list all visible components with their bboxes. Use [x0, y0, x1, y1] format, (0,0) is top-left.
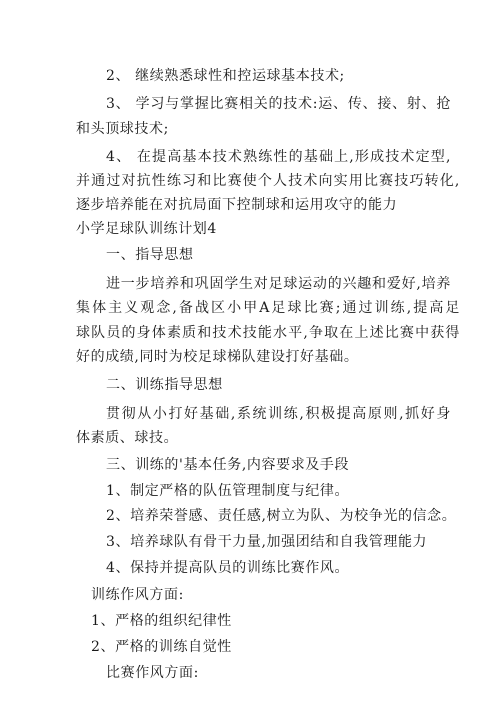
match-style-heading: 比赛作风方面:: [106, 665, 199, 681]
paragraph-item-4-line3: 逐步培养能在对抗局面下控制球和运用攻守的能力: [76, 197, 398, 213]
section3-heading: 三、训练的'基本任务,内容要求及手段: [106, 457, 350, 473]
paragraph-item-4-line1: 4、 在提高基本技术熟练性的基础上,形成技术定型,: [106, 149, 451, 165]
section3-item3: 3、培养球队有骨干力量,加强团结和自我管理能力: [106, 534, 428, 550]
section1-line1: 进一步培养和巩固学生对足球运动的兴趣和爱好,培养: [106, 276, 451, 292]
document-title: 小学足球队训练计划4: [76, 221, 217, 237]
training-style-item2: 2、严格的训练自觉性: [91, 639, 232, 655]
section3-item4: 4、保持并提高队员的训练比赛作风。: [106, 560, 350, 576]
paragraph-item-2: 2、 继续熟悉球性和控运球基本技术;: [106, 68, 345, 84]
section1-heading: 一、指导思想: [106, 247, 194, 263]
section2-line2: 体素质、球技。: [76, 430, 179, 446]
training-style-heading: 训练作风方面:: [91, 587, 184, 603]
section1-line4: 好的成绩,同时为校足球梯队建设打好基础。: [76, 349, 359, 365]
section3-item2: 2、培养荣誉感、责任感,树立为队、为校争光的信念。: [106, 508, 457, 524]
section1-line3: 球队员的身体素质和技术技能水平,争取在上述比赛中获得: [76, 325, 460, 341]
section3-item1: 1、制定严格的队伍管理制度与纪律。: [106, 483, 350, 499]
section2-heading: 二、训练指导思想: [106, 377, 223, 393]
paragraph-item-4-line2: 并通过对抗性练习和比赛使个人技术向实用比赛技巧转化,: [76, 173, 460, 189]
paragraph-item-3-line1: 3、 学习与掌握比赛相关的技术:运、传、接、射、抢: [106, 96, 451, 112]
section2-line1: 贯彻从小打好基础,系统训练,积极提高原则,抓好身: [106, 406, 451, 422]
paragraph-item-3-line2: 和头顶球技术;: [76, 121, 169, 137]
section1-line2: 集体主义观念,备战区小甲A足球比赛;通过训练,提高足: [76, 300, 460, 316]
training-style-item1: 1、严格的组织纪律性: [91, 613, 232, 629]
